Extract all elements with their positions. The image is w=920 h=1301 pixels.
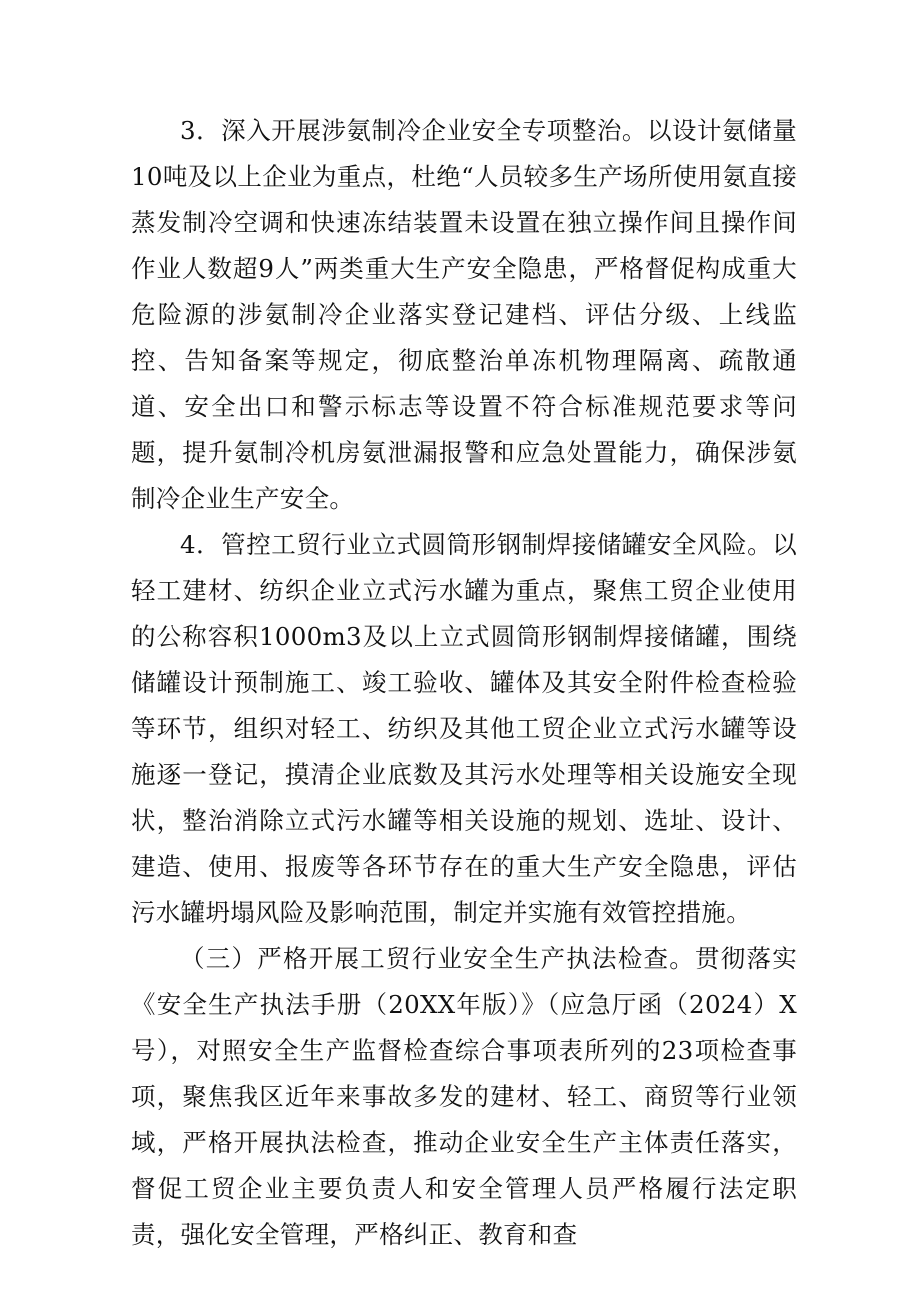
paragraph-storage-tank-risk: 4．管控工贸行业立式圆筒形钢制焊接储罐安全风险。以轻工建材、纺织企业立式污水罐为重点，聚焦工贸企业使用的公称容积1000m3及以上立式圆筒形钢制焊接储罐，围绕储罐设计预制施工、竣工验收、罐体及其安全附件检查检验等环节，组织对轻工、纺织及其他工贸企业立式污水罐等设施逐一登记，摸清企业底数及其污水处理等相关设施安全现状，整治消除立式污水罐等相关设施的规划、选址、设计、建造、使用、报废等各环节存在的重大生产安全隐患，评估污水罐坍塌风险及影响范围，制定并实施有效管控措施。 [131, 530, 797, 927]
document-page [131, 108, 797, 1258]
paragraph-ammonia-refrigeration: 3．深入开展涉氨制冷企业安全专项整治。以设计氨储量10吨及以上企业为重点，杜绝“人员较多生产场所使用氨直接蒸发制冷空调和快速冻结装置未设置在独立操作间且操作间作业人数超9人”两类重大生产安全隐患，严格督促构成重大危险源的涉氨制冷企业落实登记建档、评估分级、上线监控、告知备案等规定，彻底整治单冻机物理隔离、疏散通道、安全出口和警示标志等设置不符合标准规范要求等问题，提升氨制冷机房氨泄漏报警和应急处置能力，确保涉氨制冷企业生产安全。 [131, 116, 797, 513]
paragraph-law-enforcement-inspection: （三）严格开展工贸行业安全生产执法检查。贯彻落实《安全生产执法手册（20XX年版）》（应急厅函（2024）X号），对照安全生产监督检查综合事项表所列的23项检查事项，聚焦我区近年来事故多发的建材、轻工、商贸等行业领域，严格开展执法检查，推动企业安全生产主体责任落实，督促工贸企业主要负责人和安全管理人员严格履行法定职责，强化安全管理，严格纠正、教育和查 [131, 944, 797, 1249]
